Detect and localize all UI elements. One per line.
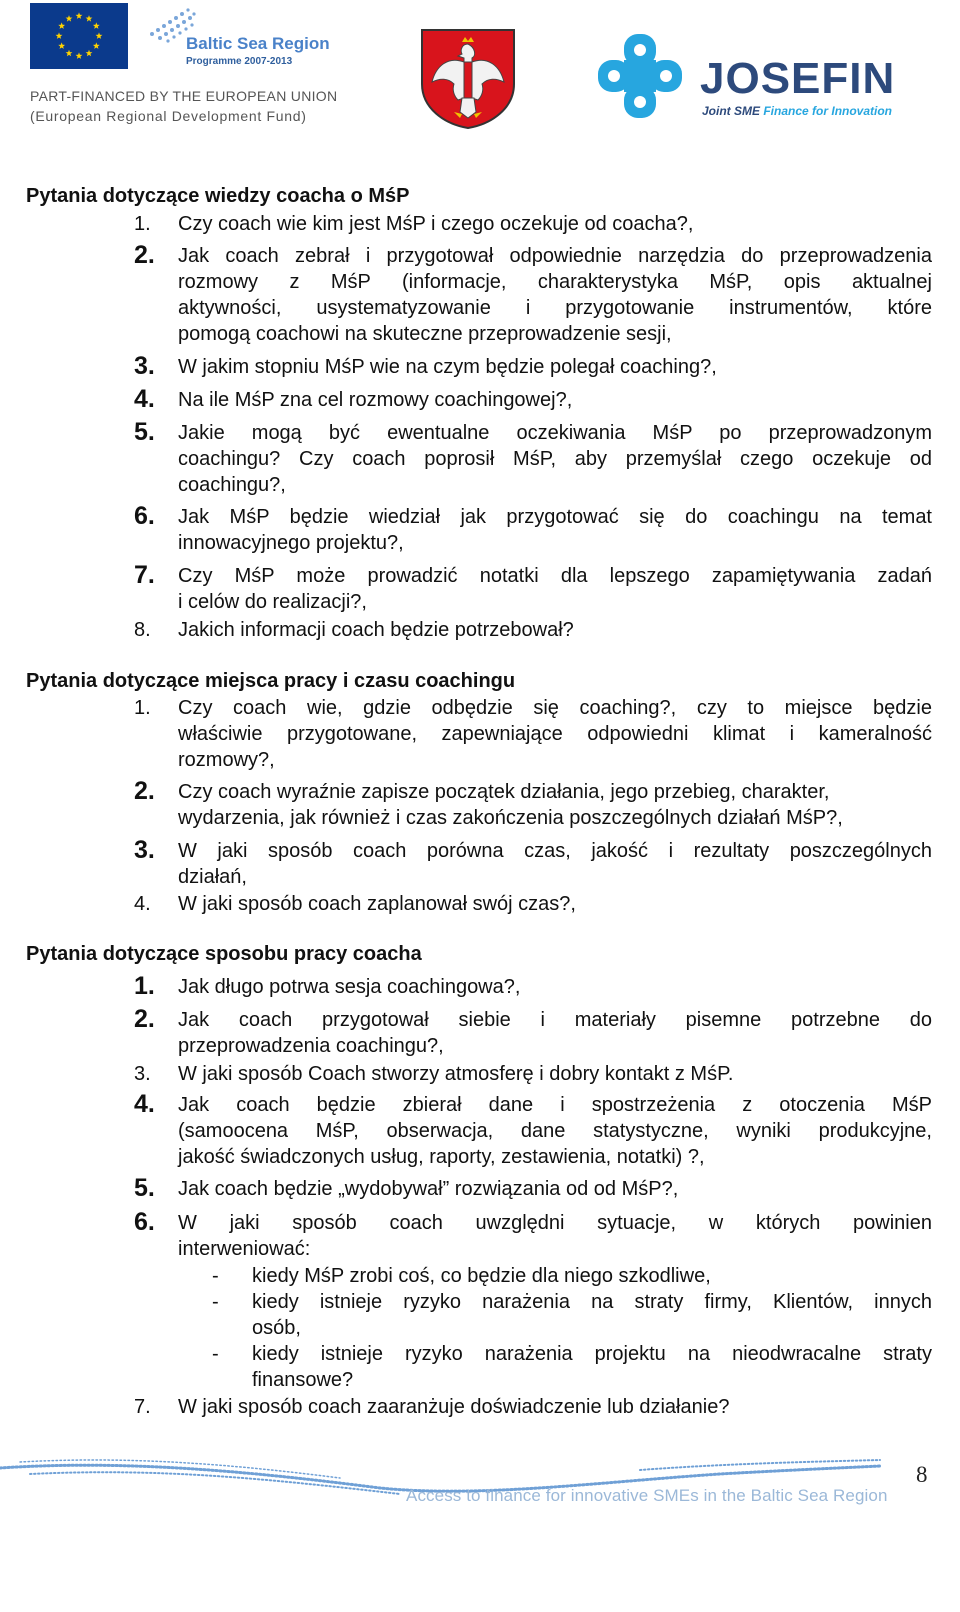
section-heading: Pytania dotyczące wiedzy coacha o MśP	[26, 185, 410, 207]
question-text-line: pomogą coachowi na skuteczne przeprowadzenie sesji,	[178, 323, 672, 345]
question-text-line: Czy coach wyraźnie zapisze początek działania, jego przebieg, charakter,	[178, 781, 830, 803]
question-text-line: rozmowy?,	[178, 749, 275, 771]
bullet-dash: -	[212, 1343, 219, 1365]
josefin-cross-icon	[594, 30, 686, 122]
item-number: 4.	[134, 893, 151, 915]
item-number: 1.	[134, 972, 155, 1000]
josefin-wordmark: JOSEFIN	[700, 54, 896, 103]
question-text-line: jakość świadczonych usług, raporty, zestawienia, notatki) ?,	[178, 1146, 705, 1168]
item-number: 7.	[134, 561, 155, 589]
question-text-line: kiedy istnieje ryzyko narażenia na straty firmy, Klientów, innych	[252, 1291, 932, 1313]
question-text-line: rozmowy z MśP (informacje, charakterystyka MśP, opis aktualnej	[178, 271, 932, 293]
footer-tagline: Access to finance for innovative SMEs in the Baltic Sea Region	[406, 1486, 888, 1505]
item-number: 2.	[134, 1005, 155, 1033]
question-text-line: Jak coach zebrał i przygotował odpowiednie narzędzia do przeprowadzenia	[178, 245, 932, 267]
question-text-line: Jak długo potrwa sesja coachingowa?,	[178, 976, 521, 998]
question-text-line: kiedy MśP zrobi coś, co będzie dla niego szkodliwe,	[252, 1265, 711, 1287]
item-number: 5.	[134, 418, 155, 446]
page-footer	[0, 1440, 960, 1612]
question-text-line: wydarzenia, jak również i czas zakończenia poszczególnych działań MśP?,	[178, 807, 843, 829]
item-number: 4.	[134, 1090, 155, 1118]
question-text-line: Jak MśP będzie wiedział jak przygotować się do coachingu na temat	[178, 506, 932, 528]
question-text-line: Jak coach przygotował siebie i materiały pisemne potrzebne do	[178, 1009, 932, 1031]
erdf-line: (European Regional Development Fund)	[30, 108, 307, 124]
question-text-line: właściwie przygotowane, zapewniające odpowiedni klimat i kameralność	[178, 723, 932, 745]
item-number: 2.	[134, 777, 155, 805]
question-text-line: kiedy istnieje ryzyko narażenia projektu na nieodwracalne straty	[252, 1343, 932, 1365]
item-number: 3.	[134, 836, 155, 864]
question-text-line: W jaki sposób coach zaaranżuje doświadczenie lub działanie?	[178, 1396, 730, 1418]
item-number: 2.	[134, 241, 155, 269]
josefin-tagline	[702, 104, 892, 118]
question-text-line: W jaki sposób coach porówna czas, jakość i rezultaty poszczególnych	[178, 840, 932, 862]
bullet-dash: -	[212, 1265, 219, 1287]
question-text-line: W jaki sposób coach uwzględni sytuacje, w których powinien	[178, 1212, 932, 1234]
section-heading: Pytania dotyczące miejsca pracy i czasu coachingu	[26, 670, 516, 692]
bullet-dash: -	[212, 1291, 219, 1313]
baltic-title: Baltic Sea Region	[186, 34, 330, 53]
question-text-line: Czy MśP może prowadzić notatki dla lepszego zapamiętywania zadań	[178, 565, 932, 587]
item-number: 7.	[134, 1396, 151, 1418]
item-number: 5.	[134, 1174, 155, 1202]
item-number: 6.	[134, 502, 155, 530]
page-number: 8	[916, 1462, 928, 1487]
question-text-line: i celów do realizacji?,	[178, 591, 367, 613]
question-text-line: finansowe?	[252, 1369, 354, 1391]
item-number: 8.	[134, 619, 151, 641]
question-text-line: coachingu?,	[178, 474, 286, 496]
question-text-line: Jak coach będzie zbierał dane i spostrzeżenia z otoczenia MśP	[178, 1094, 932, 1116]
question-text-line: Czy coach wie, gdzie odbędzie się coaching?, czy to miejsce będzie	[178, 697, 932, 719]
section-heading: Pytania dotyczące sposobu pracy coacha	[26, 943, 422, 965]
josefin-tag-part1: Joint SME	[702, 104, 764, 118]
question-text-line: Czy coach wie kim jest MśP i czego oczekuje od coacha?,	[178, 213, 694, 235]
question-text-line: W jakim stopniu MśP wie na czym będzie polegał coaching?,	[178, 356, 717, 378]
item-number: 3.	[134, 352, 155, 380]
question-text-line: coachingu? Czy coach poprosił MśP, aby przemyślał czego oczekuje od	[178, 448, 932, 470]
part-financed-notice	[30, 88, 340, 124]
item-number: 4.	[134, 385, 155, 413]
question-text-line: Jak coach będzie „wydobywał” rozwiązania od od MśP?,	[178, 1178, 679, 1200]
josefin-tag-part2: Finance for Innovation	[763, 104, 893, 118]
baltic-subtitle: Programme 2007-2013	[186, 56, 293, 67]
part-financed-line: PART-FINANCED BY THE EUROPEAN UNION	[30, 88, 338, 104]
item-number: 1.	[134, 213, 151, 235]
baltic-sea-region-logo	[140, 4, 340, 70]
question-text-line: aktywności, usystematyzowanie i przygotowanie instrumentów, które	[178, 297, 932, 319]
question-text-line: Jakich informacji coach będzie potrzebował?	[178, 619, 574, 641]
question-text-line: Jakie mogą być ewentualne oczekiwania MśP po przeprowadzonym	[178, 422, 932, 444]
question-text-line: osób,	[252, 1317, 301, 1339]
question-text-line: przeprowadzenia coachingu?,	[178, 1035, 444, 1057]
question-text-line: działań,	[178, 866, 247, 888]
item-number: 3.	[134, 1063, 151, 1085]
question-text-line: innowacyjnego projektu?,	[178, 532, 404, 554]
question-text-line: W jaki sposób coach zaplanował swój czas?,	[178, 893, 576, 915]
item-number: 6.	[134, 1208, 155, 1236]
question-text-line: (samoocena MśP, obserwacja, dane statystyczne, wyniki produkcyjne,	[178, 1120, 932, 1142]
question-text-line: interweniować:	[178, 1238, 311, 1260]
question-text-line: Na ile MśP zna cel rozmowy coachingowej?,	[178, 389, 573, 411]
eagle-coat-of-arms-icon	[418, 26, 518, 130]
item-number: 1.	[134, 697, 151, 719]
footer-wave-decoration	[0, 1440, 960, 1520]
question-text-line: W jaki sposób Coach stworzy atmosferę i dobry kontakt z MśP.	[178, 1063, 734, 1085]
eu-flag-logo	[30, 3, 128, 69]
page-header	[0, 0, 960, 150]
